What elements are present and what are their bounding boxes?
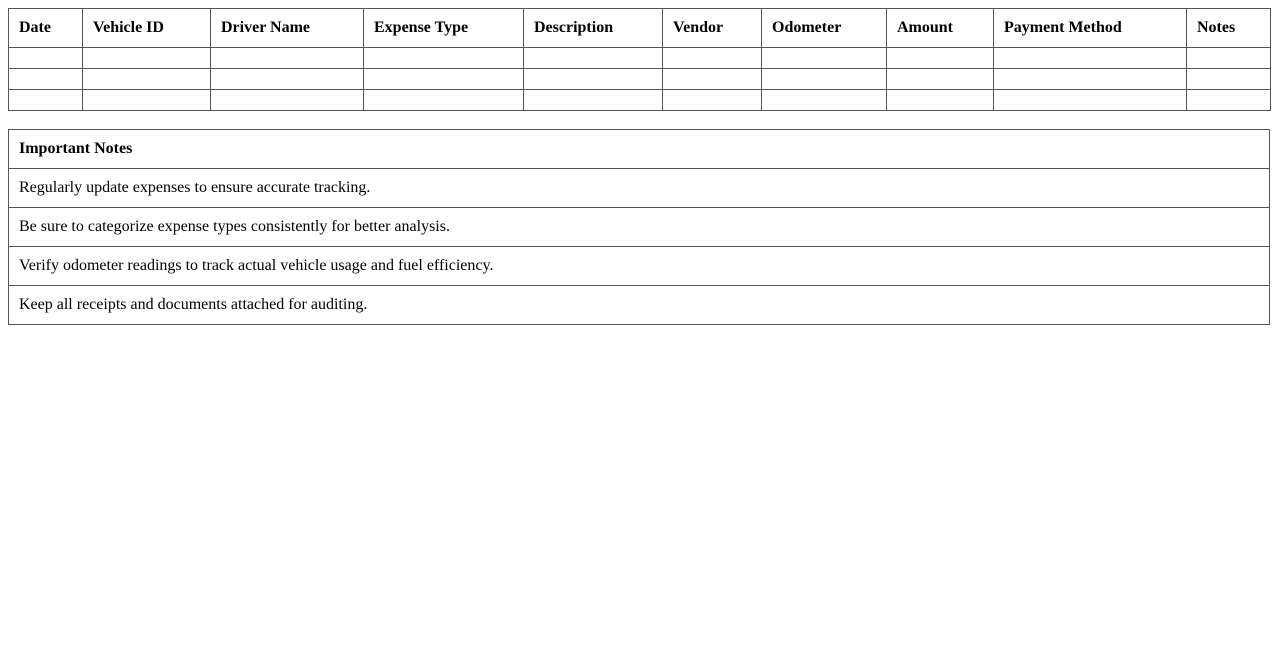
column-header-expense-type: Expense Type <box>364 9 524 48</box>
notes-row <box>9 247 1270 286</box>
table-cell-payment-method[interactable] <box>994 90 1187 111</box>
notes-row <box>9 208 1270 247</box>
note-item: Regularly update expenses to ensure accurate tracking. <box>9 169 1270 208</box>
column-header-odometer: Odometer <box>762 9 887 48</box>
table-cell-vehicle-id[interactable] <box>83 69 211 90</box>
column-header-payment-method: Payment Method <box>994 9 1187 48</box>
table-cell-payment-method[interactable] <box>994 69 1187 90</box>
table-cell-vehicle-id[interactable] <box>83 90 211 111</box>
table-cell-date[interactable] <box>9 90 83 111</box>
table-cell-expense-type[interactable] <box>364 48 524 69</box>
table-cell-description[interactable] <box>524 48 663 69</box>
important-notes-table <box>8 129 1270 325</box>
column-header-amount: Amount <box>887 9 994 48</box>
notes-row <box>9 169 1270 208</box>
table-cell-amount[interactable] <box>887 48 994 69</box>
table-row <box>9 69 1271 90</box>
table-row <box>9 90 1271 111</box>
expense-table <box>8 8 1271 111</box>
table-cell-date[interactable] <box>9 69 83 90</box>
notes-title: Important Notes <box>9 130 1270 169</box>
table-cell-vendor[interactable] <box>663 69 762 90</box>
table-cell-description[interactable] <box>524 90 663 111</box>
table-cell-amount[interactable] <box>887 90 994 111</box>
column-header-date: Date <box>9 9 83 48</box>
note-item: Keep all receipts and documents attached for auditing. <box>9 286 1270 325</box>
table-cell-expense-type[interactable] <box>364 90 524 111</box>
column-header-driver-name: Driver Name <box>211 9 364 48</box>
column-header-notes: Notes <box>1187 9 1271 48</box>
column-header-vehicle-id: Vehicle ID <box>83 9 211 48</box>
table-cell-vendor[interactable] <box>663 48 762 69</box>
table-cell-notes[interactable] <box>1187 69 1271 90</box>
column-header-description: Description <box>524 9 663 48</box>
table-cell-date[interactable] <box>9 48 83 69</box>
table-cell-driver-name[interactable] <box>211 69 364 90</box>
column-header-vendor: Vendor <box>663 9 762 48</box>
table-cell-odometer[interactable] <box>762 48 887 69</box>
table-header-row <box>9 9 1271 48</box>
table-row <box>9 48 1271 69</box>
table-cell-amount[interactable] <box>887 69 994 90</box>
table-cell-description[interactable] <box>524 69 663 90</box>
table-cell-driver-name[interactable] <box>211 90 364 111</box>
table-cell-notes[interactable] <box>1187 90 1271 111</box>
table-cell-odometer[interactable] <box>762 69 887 90</box>
table-cell-vendor[interactable] <box>663 90 762 111</box>
note-item: Verify odometer readings to track actual vehicle usage and fuel efficiency. <box>9 247 1270 286</box>
document-body <box>8 8 1270 325</box>
notes-row <box>9 286 1270 325</box>
table-cell-driver-name[interactable] <box>211 48 364 69</box>
table-cell-expense-type[interactable] <box>364 69 524 90</box>
note-item: Be sure to categorize expense types consistently for better analysis. <box>9 208 1270 247</box>
table-cell-payment-method[interactable] <box>994 48 1187 69</box>
table-cell-notes[interactable] <box>1187 48 1271 69</box>
table-cell-vehicle-id[interactable] <box>83 48 211 69</box>
table-cell-odometer[interactable] <box>762 90 887 111</box>
notes-header-row <box>9 130 1270 169</box>
